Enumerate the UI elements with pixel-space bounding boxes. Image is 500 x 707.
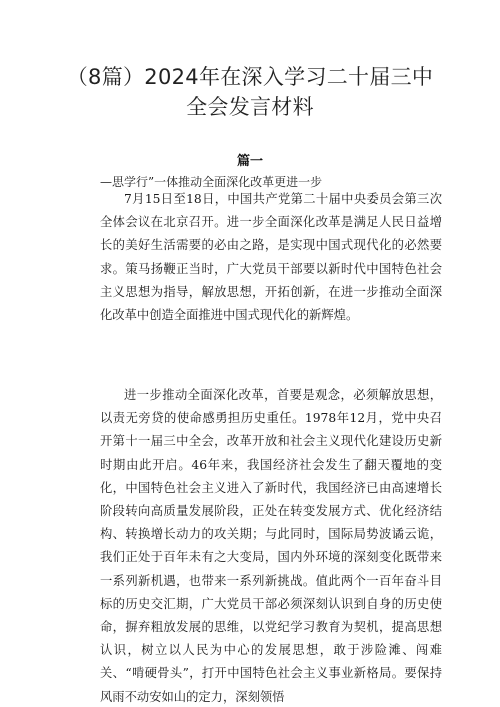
- article-subtitle: —思学行”一体推动全面深化改革更进一步: [100, 175, 323, 189]
- body-paragraph-2: 进一步推动全面深化改革，首要是观念，必须解放思想，以责无旁贷的使命感勇担历史重任。1978年12月，党中央召开第十一届三中全会，改革开放和社会主义现代化建设历史新时期由此开启。46年来，我国经济社会发生了翻天覆地的变化，中国特色社会主义进入了新时代，我国经济已由高速增长阶段转向高质量发展阶段，正处在转变发展方式、优化经济结构、转换增长动力的攻关期；与此同时，国际局势波谲云诡，我们正处于百年未有之大变局，国内外环境的深刻变化既带来一系列新机遇，也带来一系列新挑战。值此两个一百年奋斗目标的历史交汇期，广大党员干部必须深刻认识到自身的历史使命，摒弃粗放发展的思维，以党纪学习教育为契机，提高思想认识，树立以人民为中心的发展思想，敢于涉险滩、闯难关、“啃硬骨头”，打开中国特色社会主义事业新格局。要保持风雨不动安如山的定力，深刻领悟: [100, 388, 442, 704]
- document-title: （8篇）2024年在深入学习二十届三中全会发言材料: [66, 65, 434, 119]
- section-label: 篇一: [236, 154, 263, 169]
- body-paragraph-1: 7月15日至18日，中国共产党第二十届中央委员会第三次全体会议在北京召开。进一步全面深化改革是满足人民日益增长的美好生活需要的必由之路，是实现中国式现代化的必然要求。策马扬鞭正当时，广大党员干部要以新时代中国特色社会主义思想为指导，解放思想，开拓创新，在进一步推动全面深化改革中创造全面推进中国式现代化的新辉煌。: [100, 192, 442, 323]
